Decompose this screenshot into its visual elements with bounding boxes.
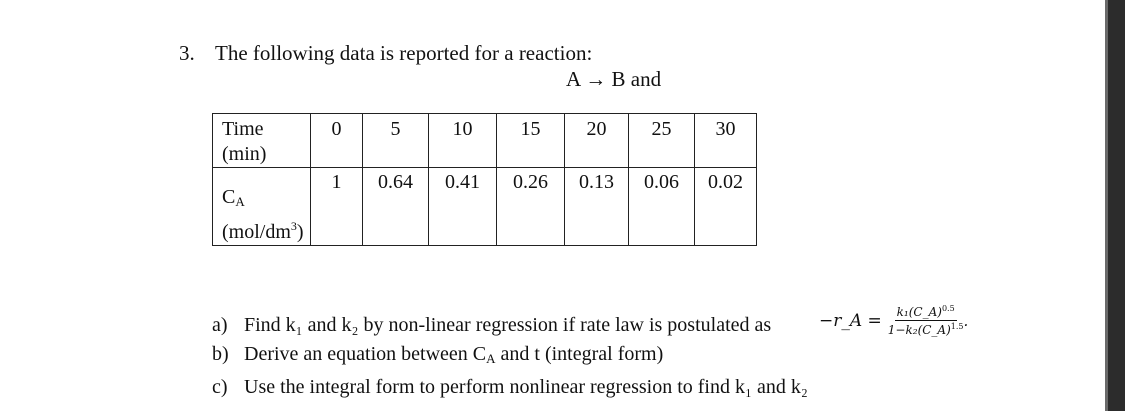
time-cell: 5 — [363, 114, 429, 168]
conc-cell: 0.41 — [429, 168, 497, 246]
rate-law-denominator: 1−k₂(C_A)$^{1.5}$ — [887, 322, 964, 337]
part-b-subscript: A — [486, 351, 496, 366]
rate-law-fraction — [888, 304, 964, 337]
question-parts — [212, 311, 808, 402]
table-row-time — [213, 114, 757, 168]
part-c — [212, 373, 808, 402]
time-cell: 25 — [629, 114, 695, 168]
time-label: Time — [222, 118, 264, 140]
table-row-concentration — [213, 168, 757, 246]
part-a — [212, 311, 808, 340]
time-unit: (min) — [222, 143, 267, 165]
rate-law-numerator: k₁(C_A)$^{0.5}$ — [896, 304, 955, 319]
part-a-letter: a) — [212, 314, 228, 336]
time-label-cell — [213, 114, 311, 168]
conc-cell: 0.06 — [629, 168, 695, 246]
time-cell: 10 — [429, 114, 497, 168]
conc-cell: 0.26 — [497, 168, 565, 246]
window-edge-bar — [1105, 0, 1125, 411]
conc-label: $C_A$ — [222, 186, 245, 209]
part-b-text: Derive an equation between C — [244, 343, 487, 365]
part-b — [212, 340, 808, 373]
part-b-text-end: and t (integral form) — [495, 343, 664, 365]
time-cell: 0 — [311, 114, 363, 168]
conc-cell: 0.02 — [695, 168, 757, 246]
conc-label-cell — [213, 168, 311, 246]
conc-cell: 0.13 — [565, 168, 629, 246]
question-number: 3. — [179, 41, 195, 65]
rate-law-lhs: −r_A = — [819, 310, 882, 331]
question-text: The following data is reported for a reaction: — [215, 41, 593, 65]
conc-cell: 0.64 — [363, 168, 429, 246]
question-heading — [179, 41, 592, 66]
rate-law-period: . — [963, 311, 969, 330]
time-cell: 30 — [695, 114, 757, 168]
conc-cell: 1 — [311, 168, 363, 246]
time-cell: 20 — [565, 114, 629, 168]
data-table — [212, 113, 757, 246]
time-cell: 15 — [497, 114, 565, 168]
part-b-letter: b) — [212, 343, 229, 365]
reaction-equation: A → B and — [566, 67, 662, 91]
part-a-text: Find k₁ and k₂ by non-linear regression if rate law is postulated as — [244, 314, 772, 336]
rate-law-equation — [819, 304, 968, 337]
part-c-letter: c) — [212, 376, 228, 398]
conc-unit: $(mol/dm^3)$ — [222, 219, 304, 243]
part-c-text: Use the integral form to perform nonlinear regression to find k₁ and k₂ — [244, 376, 808, 398]
